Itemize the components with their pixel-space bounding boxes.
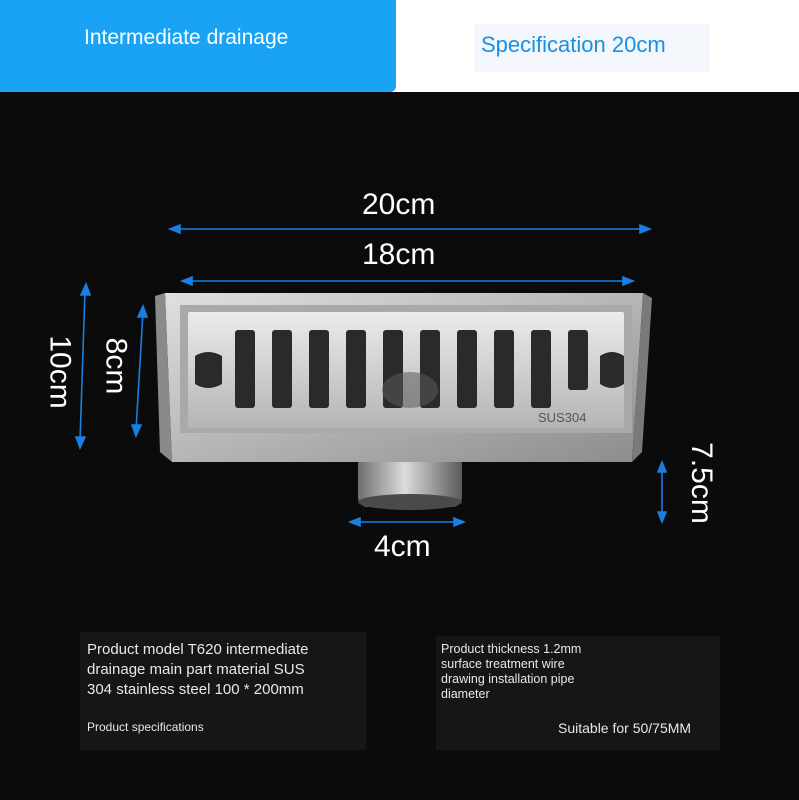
dim-outer-length: 20cm	[362, 188, 436, 221]
dim-pipe: 4cm	[374, 530, 431, 563]
suitable-pipe-caption: Suitable for 50/75MM	[558, 720, 692, 736]
material-stamp: SUS304	[538, 410, 587, 425]
product-model-text: Product model T620 intermediate drainage main part material SUS 304 stainless steel 100 * 200mm	[87, 641, 309, 698]
dim-height: 7.5cm	[684, 442, 718, 524]
product-specifications-caption: Product specifications	[87, 720, 204, 734]
product-thickness-text: Product thickness 1.2mm surface treatment wire drawing installation pipe diameter	[441, 642, 582, 701]
outlet-pipe	[358, 455, 462, 510]
tab-specification-label: Specification 20cm	[481, 32, 666, 57]
info-box-left	[80, 632, 366, 750]
info-box-right	[436, 636, 720, 750]
dim-inner-width: 8cm	[99, 337, 133, 395]
tab-intermediate-drainage-label: Intermediate drainage	[84, 26, 289, 49]
dim-outer-width: 10cm	[43, 335, 77, 409]
dim-inner-length: 18cm	[362, 238, 436, 271]
